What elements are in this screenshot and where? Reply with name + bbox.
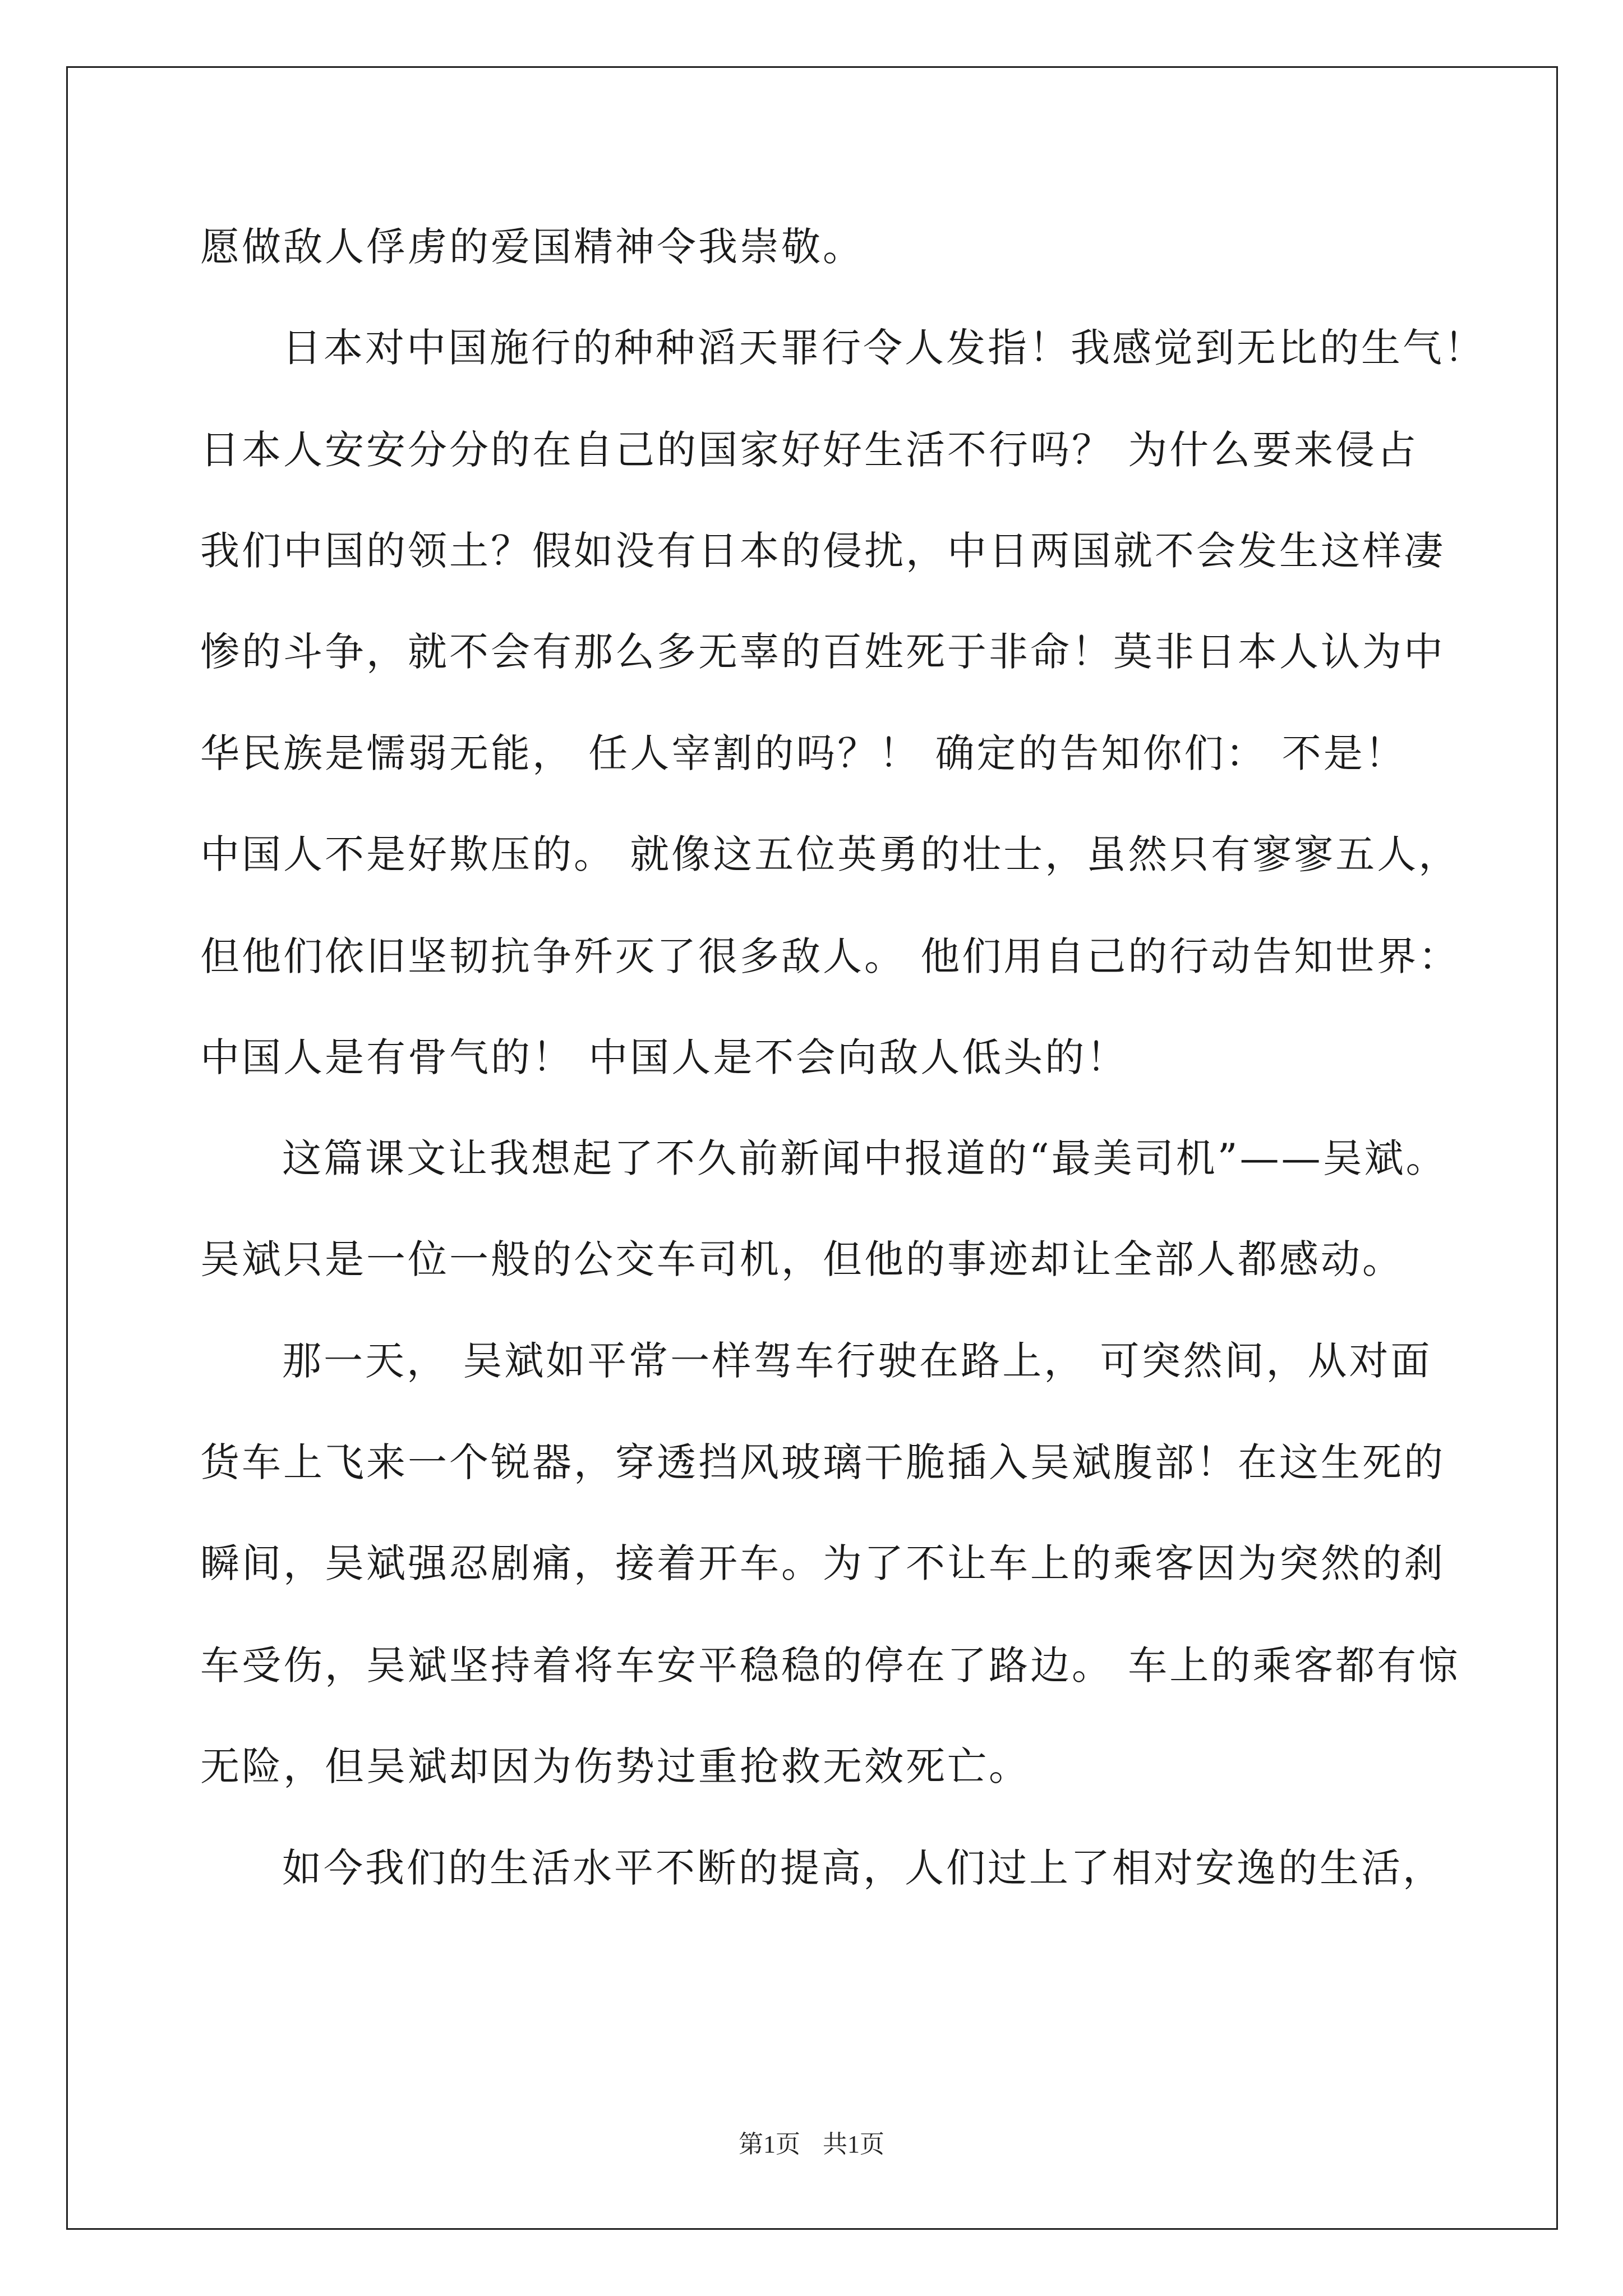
text-line: 货车上飞来一个锐器，穿透挡风玻璃干脆插入吴斌腹部！在这生死的 [200, 1439, 1445, 1485]
paragraph-first-line: 这篇课文让我想起了不久前新闻中报道的“最美司机”——吴斌。 [282, 1135, 1447, 1181]
text-line: 日本人安安分分的在自己的国家好好生活不行吗？ 为什么要来侵占 [200, 427, 1419, 473]
text-line: 但他们依旧坚韧抗争歼灭了很多敌人。 他们用自己的行动告知世界： [200, 933, 1460, 979]
text-line: 华民族是懦弱无能， 任人宰割的吗？！ 确定的告知你们： 不是！ [200, 730, 1407, 776]
text-line: 愿做敌人俘虏的爱国精神令我崇敬。 [200, 224, 864, 270]
text-line: 吴斌只是一位一般的公交车司机，但他的事迹却让全部人都感动。 [200, 1236, 1404, 1282]
page-number: 第1页 [739, 2131, 800, 2158]
paragraph-first-line: 如今我们的生活水平不断的提高，人们过上了相对安逸的生活， [282, 1845, 1444, 1891]
text-line: 我们中国的领土？假如没有日本的侵扰，中日两国就不会发生这样凄 [200, 528, 1445, 574]
paragraph-first-line: 那一天， 吴斌如平常一样驾车行驶在路上， 可突然间，从对面 [282, 1338, 1432, 1384]
page-total: 共1页 [823, 2131, 884, 2158]
paragraph-first-line: 日本对中国施行的种种滔天罪行令人发指！我感觉到无比的生气！ [282, 325, 1486, 371]
text-line: 中国人不是好欺压的。 就像这五位英勇的壮士，虽然只有寥寥五人， [200, 831, 1460, 877]
page-footer [0, 2128, 1623, 2161]
text-line: 瞬间，吴斌强忍剧痛，接着开车。为了不让车上的乘客因为突然的刹 [200, 1540, 1445, 1586]
text-line: 车受伤，吴斌坚持着将车安平稳稳的停在了路边。 车上的乘客都有惊 [200, 1642, 1460, 1688]
text-line: 无险，但吴斌却因为伤势过重抢救无效死亡。 [200, 1743, 1030, 1789]
text-line: 中国人是有骨气的！ 中国人是不会向敌人低头的！ [200, 1034, 1128, 1080]
text-line: 惨的斗争，就不会有那么多无辜的百姓死于非命！莫非日本人认为中 [200, 629, 1445, 675]
